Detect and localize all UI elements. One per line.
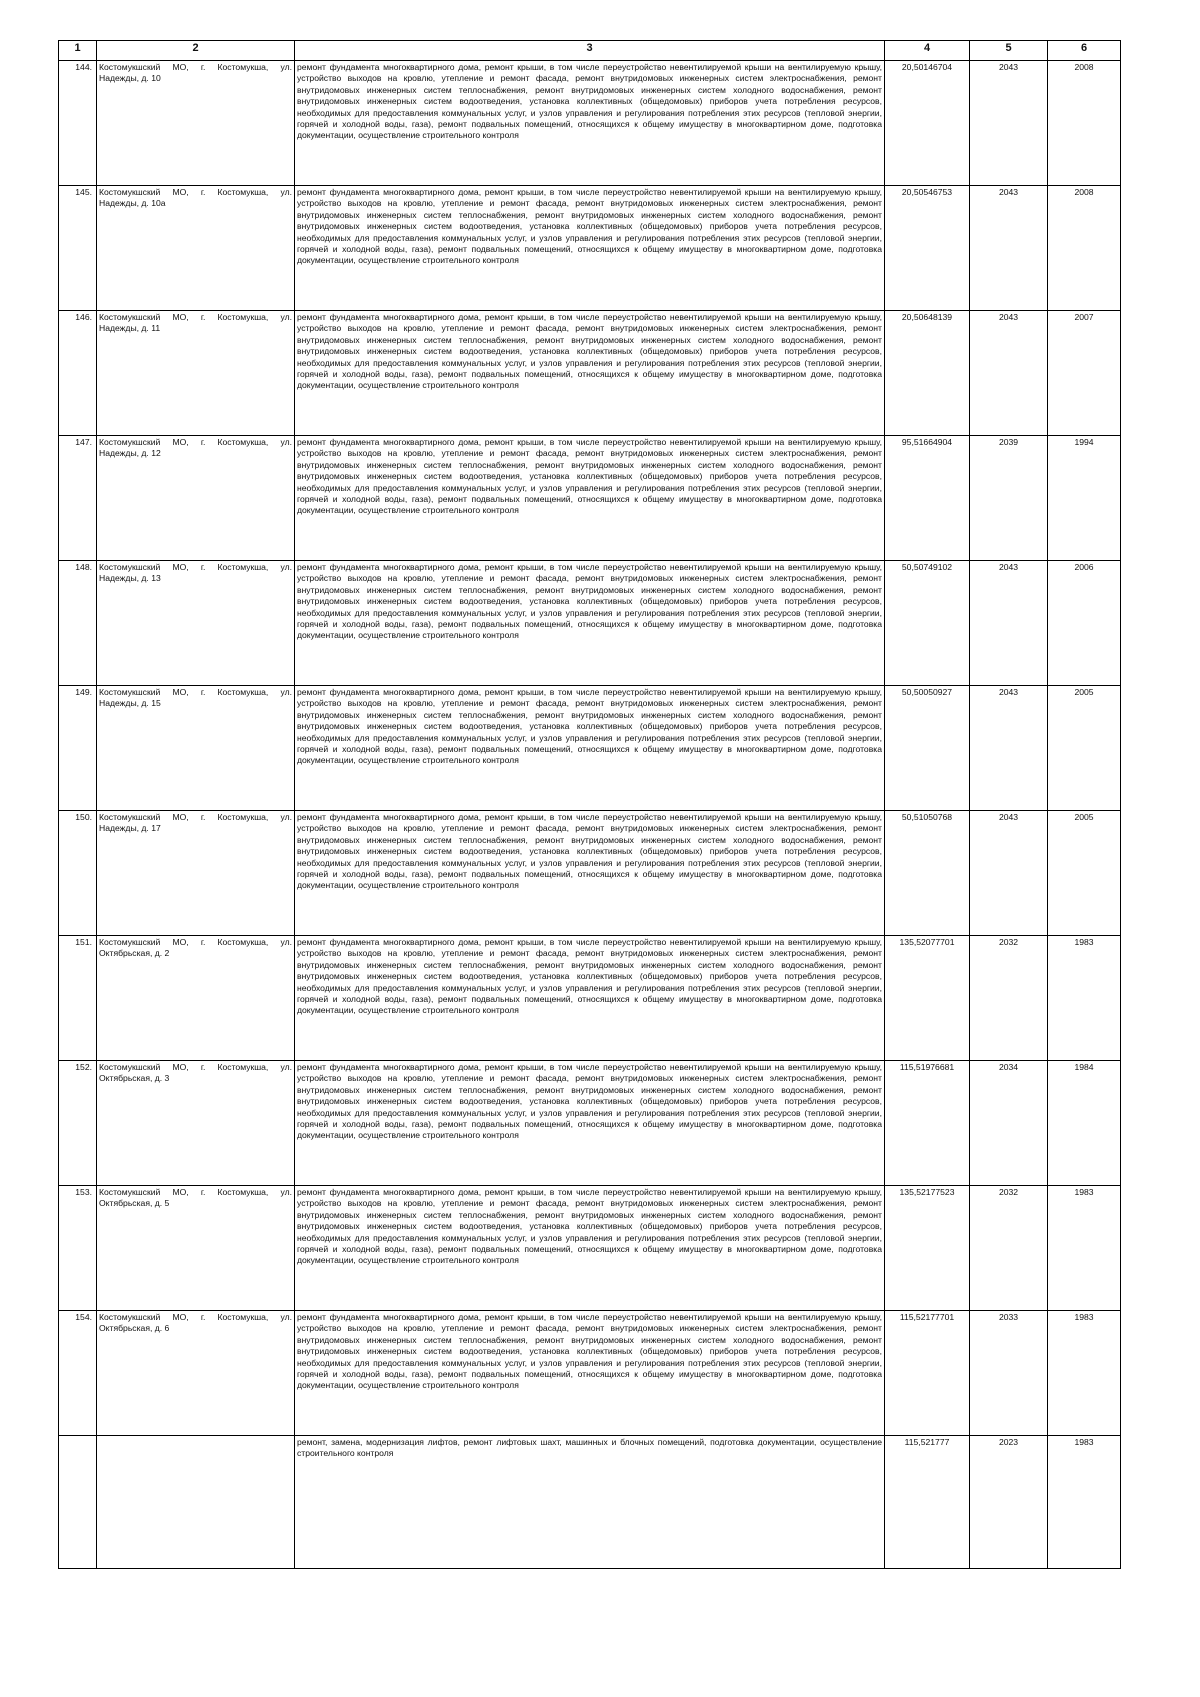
row-number: 152.	[59, 1061, 97, 1186]
address-cell: Костомукшский МО, г. Костомукша, ул. Октябрьская, д. 2	[97, 936, 295, 1061]
table-row	[59, 311, 1121, 436]
row-number: 145.	[59, 186, 97, 311]
address-cell: Костомукшский МО, г. Костомукша, ул. Октябрьская, д. 3	[97, 1061, 295, 1186]
row-number: 146.	[59, 311, 97, 436]
cost-cell: 135,52077701	[885, 936, 970, 1061]
year-planned-cell: 2043	[970, 561, 1048, 686]
table-header-row	[59, 41, 1121, 61]
address-cell: Костомукшский МО, г. Костомукша, ул. Октябрьская, д. 5	[97, 1186, 295, 1311]
table-row	[59, 1186, 1121, 1311]
year-built-cell: 2008	[1048, 61, 1121, 186]
address-cell: Костомукшский МО, г. Костомукша, ул. Октябрьская, д. 6	[97, 1311, 295, 1436]
table-row	[59, 936, 1121, 1061]
table-row	[59, 686, 1121, 811]
cost-cell: 115,51976681	[885, 1061, 970, 1186]
row-number: 154.	[59, 1311, 97, 1436]
year-planned-cell: 2043	[970, 686, 1048, 811]
year-planned-cell: 2043	[970, 311, 1048, 436]
works-cell: ремонт фундамента многоквартирного дома, ремонт крыши, в том числе переустройство невентилируемой крыши на вентилируемую крышу, устройство выходов на кровлю, утепление и ремонт фасада, ремонт внутридомовых инженерных систем электроснабжения, ремонт внутридомовых инженерных систем теплоснабжения, ремонт внутридомовых инженерных систем холодного водоснабжения, ремонт внутридомовых инженерных систем водоотведения, установка коллективных (общедомовых) приборов учета потребления ресурсов, необходимых для предоставления коммунальных услуг, и узлов управления и регулирования потребления этих ресурсов (тепловой энергии, горячей и холодной воды, газа), ремонт подвальных помещений, относящихся к общему имуществу в многоквартирном доме, подготовка документации, осуществление строительного контроля	[295, 936, 885, 1061]
cost-cell: 50,51050768	[885, 811, 970, 936]
cost-cell: 115,521777	[885, 1436, 970, 1569]
repair-program-table	[58, 40, 1121, 1569]
year-planned-cell: 2033	[970, 1311, 1048, 1436]
cost-cell: 20,50546753	[885, 186, 970, 311]
works-cell: ремонт фундамента многоквартирного дома, ремонт крыши, в том числе переустройство невентилируемой крыши на вентилируемую крышу, устройство выходов на кровлю, утепление и ремонт фасада, ремонт внутридомовых инженерных систем электроснабжения, ремонт внутридомовых инженерных систем теплоснабжения, ремонт внутридомовых инженерных систем холодного водоснабжения, ремонт внутридомовых инженерных систем водоотведения, установка коллективных (общедомовых) приборов учета потребления ресурсов, необходимых для предоставления коммунальных услуг, и узлов управления и регулирования потребления этих ресурсов (тепловой энергии, горячей и холодной воды, газа), ремонт подвальных помещений, относящихся к общему имуществу в многоквартирном доме, подготовка документации, осуществление строительного контроля	[295, 1061, 885, 1186]
row-number: 153.	[59, 1186, 97, 1311]
column-header: 5	[970, 41, 1048, 61]
row-number: 147.	[59, 436, 97, 561]
works-cell: ремонт фундамента многоквартирного дома, ремонт крыши, в том числе переустройство невентилируемой крыши на вентилируемую крышу, устройство выходов на кровлю, утепление и ремонт фасада, ремонт внутридомовых инженерных систем электроснабжения, ремонт внутридомовых инженерных систем теплоснабжения, ремонт внутридомовых инженерных систем холодного водоснабжения, ремонт внутридомовых инженерных систем водоотведения, установка коллективных (общедомовых) приборов учета потребления ресурсов, необходимых для предоставления коммунальных услуг, и узлов управления и регулирования потребления этих ресурсов (тепловой энергии, горячей и холодной воды, газа), ремонт подвальных помещений, относящихся к общему имуществу в многоквартирном доме, подготовка документации, осуществление строительного контроля	[295, 686, 885, 811]
works-cell: ремонт фундамента многоквартирного дома, ремонт крыши, в том числе переустройство невентилируемой крыши на вентилируемую крышу, устройство выходов на кровлю, утепление и ремонт фасада, ремонт внутридомовых инженерных систем электроснабжения, ремонт внутридомовых инженерных систем теплоснабжения, ремонт внутридомовых инженерных систем холодного водоснабжения, ремонт внутридомовых инженерных систем водоотведения, установка коллективных (общедомовых) приборов учета потребления ресурсов, необходимых для предоставления коммунальных услуг, и узлов управления и регулирования потребления этих ресурсов (тепловой энергии, горячей и холодной воды, газа), ремонт подвальных помещений, относящихся к общему имуществу в многоквартирном доме, подготовка документации, осуществление строительного контроля	[295, 561, 885, 686]
year-planned-cell: 2039	[970, 436, 1048, 561]
works-cell: ремонт, замена, модернизация лифтов, ремонт лифтовых шахт, машинных и блочных помещений, подготовка документации, осуществление строительного контроля	[295, 1436, 885, 1569]
address-cell: Костомукшский МО, г. Костомукша, ул. Надежды, д. 12	[97, 436, 295, 561]
address-cell: Костомукшский МО, г. Костомукша, ул. Надежды, д. 10	[97, 61, 295, 186]
year-built-cell: 1983	[1048, 1186, 1121, 1311]
address-cell: Костомукшский МО, г. Костомукша, ул. Надежды, д. 13	[97, 561, 295, 686]
cost-cell: 115,52177701	[885, 1311, 970, 1436]
year-built-cell: 1983	[1048, 1436, 1121, 1569]
cost-cell: 50,50050927	[885, 686, 970, 811]
column-header: 6	[1048, 41, 1121, 61]
cost-cell: 20,50146704	[885, 61, 970, 186]
year-built-cell: 1994	[1048, 436, 1121, 561]
works-cell: ремонт фундамента многоквартирного дома, ремонт крыши, в том числе переустройство невентилируемой крыши на вентилируемую крышу, устройство выходов на кровлю, утепление и ремонт фасада, ремонт внутридомовых инженерных систем электроснабжения, ремонт внутридомовых инженерных систем теплоснабжения, ремонт внутридомовых инженерных систем холодного водоснабжения, ремонт внутридомовых инженерных систем водоотведения, установка коллективных (общедомовых) приборов учета потребления ресурсов, необходимых для предоставления коммунальных услуг, и узлов управления и регулирования потребления этих ресурсов (тепловой энергии, горячей и холодной воды, газа), ремонт подвальных помещений, относящихся к общему имуществу в многоквартирном доме, подготовка документации, осуществление строительного контроля	[295, 311, 885, 436]
column-header: 1	[59, 41, 97, 61]
year-built-cell: 2007	[1048, 311, 1121, 436]
year-built-cell: 1983	[1048, 1311, 1121, 1436]
address-cell: Костомукшский МО, г. Костомукша, ул. Надежды, д. 10а	[97, 186, 295, 311]
row-number: 148.	[59, 561, 97, 686]
year-planned-cell: 2032	[970, 936, 1048, 1061]
address-cell	[97, 1436, 295, 1569]
table-row	[59, 436, 1121, 561]
year-planned-cell: 2032	[970, 1186, 1048, 1311]
row-number: 151.	[59, 936, 97, 1061]
works-cell: ремонт фундамента многоквартирного дома, ремонт крыши, в том числе переустройство невентилируемой крыши на вентилируемую крышу, устройство выходов на кровлю, утепление и ремонт фасада, ремонт внутридомовых инженерных систем электроснабжения, ремонт внутридомовых инженерных систем теплоснабжения, ремонт внутридомовых инженерных систем холодного водоснабжения, ремонт внутридомовых инженерных систем водоотведения, установка коллективных (общедомовых) приборов учета потребления ресурсов, необходимых для предоставления коммунальных услуг, и узлов управления и регулирования потребления этих ресурсов (тепловой энергии, горячей и холодной воды, газа), ремонт подвальных помещений, относящихся к общему имуществу в многоквартирном доме, подготовка документации, осуществление строительного контроля	[295, 1186, 885, 1311]
year-planned-cell: 2043	[970, 186, 1048, 311]
cost-cell: 135,52177523	[885, 1186, 970, 1311]
address-cell: Костомукшский МО, г. Костомукша, ул. Надежды, д. 17	[97, 811, 295, 936]
address-cell: Костомукшский МО, г. Костомукша, ул. Надежды, д. 11	[97, 311, 295, 436]
row-number: 150.	[59, 811, 97, 936]
table-row	[59, 811, 1121, 936]
row-number: 149.	[59, 686, 97, 811]
cost-cell: 50,50749102	[885, 561, 970, 686]
works-cell: ремонт фундамента многоквартирного дома, ремонт крыши, в том числе переустройство невентилируемой крыши на вентилируемую крышу, устройство выходов на кровлю, утепление и ремонт фасада, ремонт внутридомовых инженерных систем электроснабжения, ремонт внутридомовых инженерных систем теплоснабжения, ремонт внутридомовых инженерных систем холодного водоснабжения, ремонт внутридомовых инженерных систем водоотведения, установка коллективных (общедомовых) приборов учета потребления ресурсов, необходимых для предоставления коммунальных услуг, и узлов управления и регулирования потребления этих ресурсов (тепловой энергии, горячей и холодной воды, газа), ремонт подвальных помещений, относящихся к общему имуществу в многоквартирном доме, подготовка документации, осуществление строительного контроля	[295, 1311, 885, 1436]
year-built-cell: 2005	[1048, 686, 1121, 811]
works-cell: ремонт фундамента многоквартирного дома, ремонт крыши, в том числе переустройство невентилируемой крыши на вентилируемую крышу, устройство выходов на кровлю, утепление и ремонт фасада, ремонт внутридомовых инженерных систем электроснабжения, ремонт внутридомовых инженерных систем теплоснабжения, ремонт внутридомовых инженерных систем холодного водоснабжения, ремонт внутридомовых инженерных систем водоотведения, установка коллективных (общедомовых) приборов учета потребления ресурсов, необходимых для предоставления коммунальных услуг, и узлов управления и регулирования потребления этих ресурсов (тепловой энергии, горячей и холодной воды, газа), ремонт подвальных помещений, относящихся к общему имуществу в многоквартирном доме, подготовка документации, осуществление строительного контроля	[295, 61, 885, 186]
year-built-cell: 1983	[1048, 936, 1121, 1061]
column-header: 4	[885, 41, 970, 61]
column-header: 3	[295, 41, 885, 61]
row-number	[59, 1436, 97, 1569]
year-planned-cell: 2043	[970, 811, 1048, 936]
cost-cell: 20,50648139	[885, 311, 970, 436]
year-built-cell: 1984	[1048, 1061, 1121, 1186]
column-header: 2	[97, 41, 295, 61]
works-cell: ремонт фундамента многоквартирного дома, ремонт крыши, в том числе переустройство невентилируемой крыши на вентилируемую крышу, устройство выходов на кровлю, утепление и ремонт фасада, ремонт внутридомовых инженерных систем электроснабжения, ремонт внутридомовых инженерных систем теплоснабжения, ремонт внутридомовых инженерных систем холодного водоснабжения, ремонт внутридомовых инженерных систем водоотведения, установка коллективных (общедомовых) приборов учета потребления ресурсов, необходимых для предоставления коммунальных услуг, и узлов управления и регулирования потребления этих ресурсов (тепловой энергии, горячей и холодной воды, газа), ремонт подвальных помещений, относящихся к общему имуществу в многоквартирном доме, подготовка документации, осуществление строительного контроля	[295, 811, 885, 936]
works-cell: ремонт фундамента многоквартирного дома, ремонт крыши, в том числе переустройство невентилируемой крыши на вентилируемую крышу, устройство выходов на кровлю, утепление и ремонт фасада, ремонт внутридомовых инженерных систем электроснабжения, ремонт внутридомовых инженерных систем теплоснабжения, ремонт внутридомовых инженерных систем холодного водоснабжения, ремонт внутридомовых инженерных систем водоотведения, установка коллективных (общедомовых) приборов учета потребления ресурсов, необходимых для предоставления коммунальных услуг, и узлов управления и регулирования потребления этих ресурсов (тепловой энергии, горячей и холодной воды, газа), ремонт подвальных помещений, относящихся к общему имуществу в многоквартирном доме, подготовка документации, осуществление строительного контроля	[295, 436, 885, 561]
table-row	[59, 61, 1121, 186]
table-row	[59, 561, 1121, 686]
document-page	[58, 40, 1120, 1569]
cost-cell: 95,51664904	[885, 436, 970, 561]
year-built-cell: 2008	[1048, 186, 1121, 311]
year-planned-cell: 2034	[970, 1061, 1048, 1186]
table-row	[59, 1061, 1121, 1186]
year-built-cell: 2006	[1048, 561, 1121, 686]
year-planned-cell: 2023	[970, 1436, 1048, 1569]
table-row	[59, 1311, 1121, 1436]
address-cell: Костомукшский МО, г. Костомукша, ул. Надежды, д. 15	[97, 686, 295, 811]
year-built-cell: 2005	[1048, 811, 1121, 936]
works-cell: ремонт фундамента многоквартирного дома, ремонт крыши, в том числе переустройство невентилируемой крыши на вентилируемую крышу, устройство выходов на кровлю, утепление и ремонт фасада, ремонт внутридомовых инженерных систем электроснабжения, ремонт внутридомовых инженерных систем теплоснабжения, ремонт внутридомовых инженерных систем холодного водоснабжения, ремонт внутридомовых инженерных систем водоотведения, установка коллективных (общедомовых) приборов учета потребления ресурсов, необходимых для предоставления коммунальных услуг, и узлов управления и регулирования потребления этих ресурсов (тепловой энергии, горячей и холодной воды, газа), ремонт подвальных помещений, относящихся к общему имуществу в многоквартирном доме, подготовка документации, осуществление строительного контроля	[295, 186, 885, 311]
year-planned-cell: 2043	[970, 61, 1048, 186]
table-row	[59, 1436, 1121, 1569]
table-row	[59, 186, 1121, 311]
row-number: 144.	[59, 61, 97, 186]
